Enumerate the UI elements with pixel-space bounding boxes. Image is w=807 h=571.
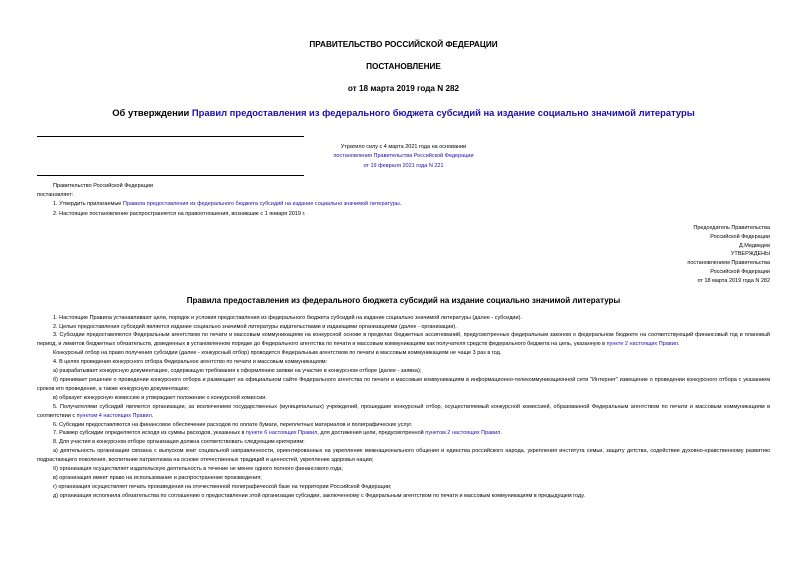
rules-title: Правила предоставления из федерального бюджета субсидий на издание социально значимой литературы	[186, 295, 621, 305]
rules-paragraph	[37, 403, 770, 421]
document-title	[37, 107, 770, 119]
intro-item-2: 2. Настоящее постановление распространяется на правоотношения, возникшие с 1 января 2019 г.	[53, 210, 306, 217]
rules-paragraph: 8. Для участия в конкурсном отборе организация должна соответствовать следующим критериям:	[53, 439, 305, 446]
document-date: от 18 марта 2019 года N 282	[347, 84, 460, 93]
item1-prefix: 1. Утвердить прилагаемые	[53, 201, 123, 208]
p3-suffix: .	[677, 341, 680, 348]
signature-line: Председатель Правительства	[693, 225, 770, 232]
approval-line: Российской Федерации	[710, 269, 770, 276]
rules-paragraph: д) организация исполнила обязательства по соглашению о предоставлении этой организации субсидии, заключенному с Федеральным агентством по печати и массовым коммуникациям в предыдущем году.	[53, 492, 585, 499]
title-rules-link[interactable]: Правил предоставления из федерального бюджета субсидий на издание социально значимой литературы	[191, 107, 695, 118]
rules-point-4-link[interactable]: пунктом 4 настоящих Правил	[76, 412, 152, 419]
intro-line: Правительство Российской Федерации	[53, 182, 153, 189]
intro-block	[37, 182, 770, 219]
rules-paragraph: б) организация осуществляет издательскую деятельность в течение не менее одного полного финансового года;	[53, 466, 343, 473]
p7-text-middle: , для достижения цели, предусмотренной	[317, 430, 426, 437]
approval-line: постановлением Правительства	[687, 260, 770, 267]
title-prefix: Об утверждении	[112, 107, 192, 118]
p5-text: 5. Получателями субсидий являются организации, за исключением государственных (муниципальных) учреждений, прошедшие конкурсный отбор, осуществляемый конкурсной комиссией, образованной Федеральным агентством по печати и массовым коммуникациям в соответствии с	[37, 403, 770, 419]
item1-suffix: .	[399, 201, 402, 208]
rules-paragraph: а) деятельность организации связана с выпуском книг социальной направленности, ориентированных на укрепление межнационального общения и единства российского народа, укрепления института семьи, защиту детства, содействие духовно-нравственному развитию подрастающего поколения, воспитание патриотизма на основе отечественных традиций и ценностей, укрепление здоровья нации;	[37, 448, 770, 464]
rules-point-2-link[interactable]: пунктом 2 настоящих Правил	[425, 430, 501, 437]
divider-top	[37, 136, 304, 137]
rules-body	[37, 314, 770, 501]
rules-paragraph: 1. Настоящие Правила устанавливают цели, порядок и условия предоставления из федерального бюджета субсидий на издание социально значимой литературы (далее - субсидии).	[53, 314, 522, 321]
rules-paragraph	[37, 331, 770, 349]
repeal-note-line1: Утратило силу с 4 марта 2021 года на основании	[340, 144, 467, 150]
repeal-decree-link[interactable]: постановления Правительства Российской Федерации	[333, 153, 474, 160]
rules-paragraph: Конкурсный отбор на право получения субсидии (далее - конкурсный отбор) проводится Федеральным агентством по печати и массовым коммуникациям не чаще 3 раз в год.	[53, 350, 502, 357]
rules-point-2-link[interactable]: пункте 2 настоящих Правил	[606, 341, 678, 348]
rules-paragraph: б) принимает решение о проведении конкурсного отбора и размещает на официальном сайте Федерального агентства по печати и массовым коммуникациям в информационно-телекоммуникационной сети "Интернет" извещение о проведении конкурсного отбора с указанием сроков его проведения, а также конкурсную документацию;	[37, 377, 770, 392]
divider-bottom	[37, 175, 304, 176]
approval-date: от 18 марта 2019 года N 282	[697, 277, 770, 284]
document-type: ПОСТАНОВЛЕНИЕ	[366, 62, 441, 71]
repeal-decree-date-link[interactable]: от 19 февраля 2021 года N 221	[363, 162, 444, 169]
rules-link[interactable]: Правила предоставления из федерального бюджета субсидий на издание социально значимой литературы	[122, 201, 400, 208]
rules-paragraph: в) организация имеет право на использование и распространение произведения;	[53, 474, 262, 481]
rules-paragraph	[37, 429, 770, 438]
rules-paragraph: 2. Целью предоставления субсидий является издание социально значимой литературы издательствами и издающими организациями (далее - организации).	[53, 323, 457, 330]
p3-text: 3. Субсидии предоставляются Федеральным агентством по печати и массовым коммуникациям на конкурсной основе в пределах бюджетных ассигнований, предусмотренных федеральным законом о федеральном бюджете на соответствующий финансовый год и плановый период, и лимитов бюджетных обязательств, доведенных в установленном порядке до Федерального агентства по печати и массовым коммуникациям как получателя средств федерального бюджета на цель, указанную в	[37, 332, 770, 348]
rules-point-6-link[interactable]: пункте 6 настоящих Правил	[245, 430, 318, 437]
signature-name: Д.Медведев	[738, 242, 770, 249]
repeal-note	[37, 143, 770, 171]
rules-paragraph: г) организация осуществляет печать произведения на отечественной полиграфической базе на территории Российской Федерации;	[53, 483, 392, 490]
intro-item-1	[37, 200, 770, 209]
government-heading: ПРАВИТЕЛЬСТВО РОССИЙСКОЙ ФЕДЕРАЦИИ	[309, 40, 498, 49]
rules-paragraph: в) образует конкурсную комиссию и утверждает положение о конкурсной комиссии.	[53, 394, 267, 401]
signature-line: Российской Федерации	[710, 233, 770, 240]
p7-suffix: .	[500, 430, 502, 437]
signature-block	[37, 224, 770, 286]
p7-text: 7. Размер субсидии определяется исходя из суммы расходов, указанных в	[53, 430, 246, 437]
rules-paragraph: 4. В целях проведения конкурсного отбора Федеральное агентство по печати и массовым коммуникациям:	[53, 359, 328, 366]
rules-paragraph: а) разрабатывает конкурсную документацию, содержащую требования к оформлению заявки на участие в конкурсном отборе (далее - заявка);	[53, 368, 422, 375]
intro-decree-word: постановляет:	[37, 192, 74, 199]
p5-suffix: .	[151, 412, 154, 419]
rules-paragraph: 6. Субсидии предоставляются на финансовое обеспечение расходов по оплате бумаги, переплетных материалов и полиграфических услуг.	[53, 421, 413, 428]
approval-line: УТВЕРЖДЕНЫ	[730, 251, 770, 258]
